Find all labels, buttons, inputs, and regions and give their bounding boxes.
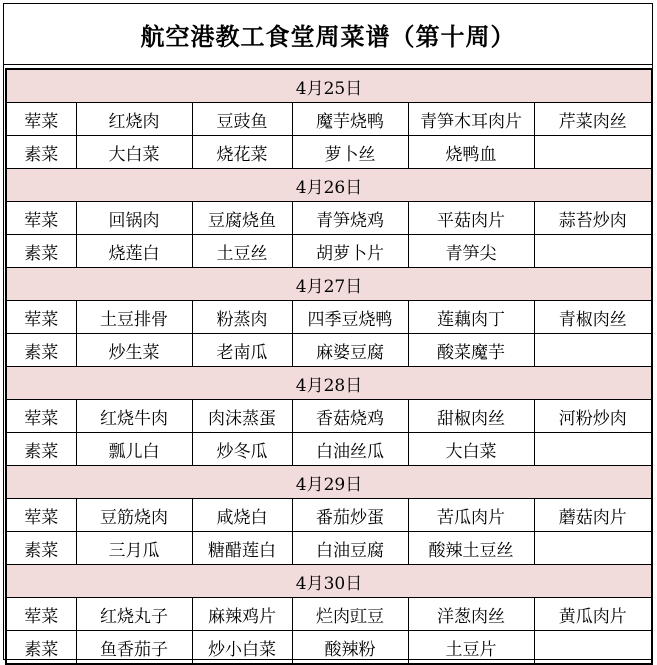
dish-cell: 炒冬瓜 [192,433,292,466]
dish-cell: 白油丝瓜 [292,433,408,466]
date-row [6,169,652,202]
category-label: 荤菜 [6,598,76,631]
dish-cell: 土豆排骨 [76,301,192,334]
veg-dishes-row [6,631,652,665]
category-label: 荤菜 [6,103,76,136]
dish-cell: 青笋木耳肉片 [408,103,534,136]
date-cell: 4月27日 [6,268,652,301]
date-row [6,565,652,598]
dish-cell: 蘑菇肉片 [534,499,652,532]
category-label: 荤菜 [6,499,76,532]
category-label: 素菜 [6,136,76,169]
dish-cell: 烂肉豇豆 [292,598,408,631]
dish-cell: 烧鸭血 [408,136,534,169]
dish-cell: 豆筋烧肉 [76,499,192,532]
dish-cell: 咸烧白 [192,499,292,532]
dish-cell: 青笋尖 [408,235,534,268]
dish-cell: 回锅肉 [76,202,192,235]
dish-cell: 平菇肉片 [408,202,534,235]
dish-cell: 苦瓜肉片 [408,499,534,532]
dish-cell: 土豆片 [408,631,534,665]
dish-cell: 大白菜 [408,433,534,466]
dish-cell: 萝卜丝 [292,136,408,169]
category-label: 荤菜 [6,400,76,433]
date-cell: 4月28日 [6,367,652,400]
meat-dishes-row [6,301,652,334]
dish-cell: 番茄炒蛋 [292,499,408,532]
dish-cell: 甜椒肉丝 [408,400,534,433]
dish-cell: 青笋烧鸡 [292,202,408,235]
dish-cell [534,433,652,466]
date-row [6,268,652,301]
date-cell: 4月29日 [6,466,652,499]
dish-cell: 大白菜 [76,136,192,169]
dish-cell: 酸辣土豆丝 [408,532,534,565]
veg-dishes-row [6,334,652,367]
page-title: 航空港教工食堂周菜谱（第十周） [4,4,652,65]
category-label: 素菜 [6,334,76,367]
date-row [6,466,652,499]
dish-cell [534,631,652,665]
dish-cell: 芹菜肉丝 [534,103,652,136]
meat-dishes-row [6,400,652,433]
category-label: 荤菜 [6,202,76,235]
meat-dishes-row [6,598,652,631]
dish-cell: 香菇烧鸡 [292,400,408,433]
dish-cell: 瓢儿白 [76,433,192,466]
dish-cell: 肉沫蒸蛋 [192,400,292,433]
dish-cell: 鱼香茄子 [76,631,192,665]
dish-cell: 烧花菜 [192,136,292,169]
dish-cell [534,235,652,268]
veg-dishes-row [6,532,652,565]
date-cell: 4月26日 [6,169,652,202]
dish-cell: 红烧牛肉 [76,400,192,433]
date-row [6,69,652,103]
meat-dishes-row [6,103,652,136]
dish-cell: 洋葱肉丝 [408,598,534,631]
dish-cell: 麻辣鸡片 [192,598,292,631]
dish-cell: 青椒肉丝 [534,301,652,334]
dish-cell: 烧莲白 [76,235,192,268]
category-label: 素菜 [6,433,76,466]
dish-cell: 麻婆豆腐 [292,334,408,367]
dish-cell: 豆豉鱼 [192,103,292,136]
dish-cell: 酸辣粉 [292,631,408,665]
dish-cell: 黄瓜肉片 [534,598,652,631]
category-label: 素菜 [6,631,76,665]
dish-cell: 土豆丝 [192,235,292,268]
dish-cell: 胡萝卜片 [292,235,408,268]
dish-cell: 莲藕肉丁 [408,301,534,334]
veg-dishes-row [6,433,652,466]
veg-dishes-row [6,136,652,169]
dish-cell: 河粉炒肉 [534,400,652,433]
dish-cell [534,532,652,565]
meat-dishes-row [6,202,652,235]
date-row [6,367,652,400]
dish-cell: 红烧肉 [76,103,192,136]
dish-cell: 蒜苔炒肉 [534,202,652,235]
dish-cell: 炒小白菜 [192,631,292,665]
dish-cell: 白油豆腐 [292,532,408,565]
category-label: 素菜 [6,235,76,268]
category-label: 荤菜 [6,301,76,334]
dish-cell: 四季豆烧鸭 [292,301,408,334]
dish-cell: 糖醋莲白 [192,532,292,565]
dish-cell: 酸菜魔芋 [408,334,534,367]
dish-cell: 粉蒸肉 [192,301,292,334]
dish-cell: 老南瓜 [192,334,292,367]
dish-cell [534,136,652,169]
weekly-menu-table [5,68,653,665]
dish-cell [534,334,652,367]
category-label: 素菜 [6,532,76,565]
date-cell: 4月30日 [6,565,652,598]
dish-cell: 三月瓜 [76,532,192,565]
dish-cell: 魔芋烧鸭 [292,103,408,136]
meat-dishes-row [6,499,652,532]
dish-cell: 红烧丸子 [76,598,192,631]
dish-cell: 炒生菜 [76,334,192,367]
veg-dishes-row [6,235,652,268]
dish-cell: 豆腐烧鱼 [192,202,292,235]
date-cell: 4月25日 [6,69,652,103]
